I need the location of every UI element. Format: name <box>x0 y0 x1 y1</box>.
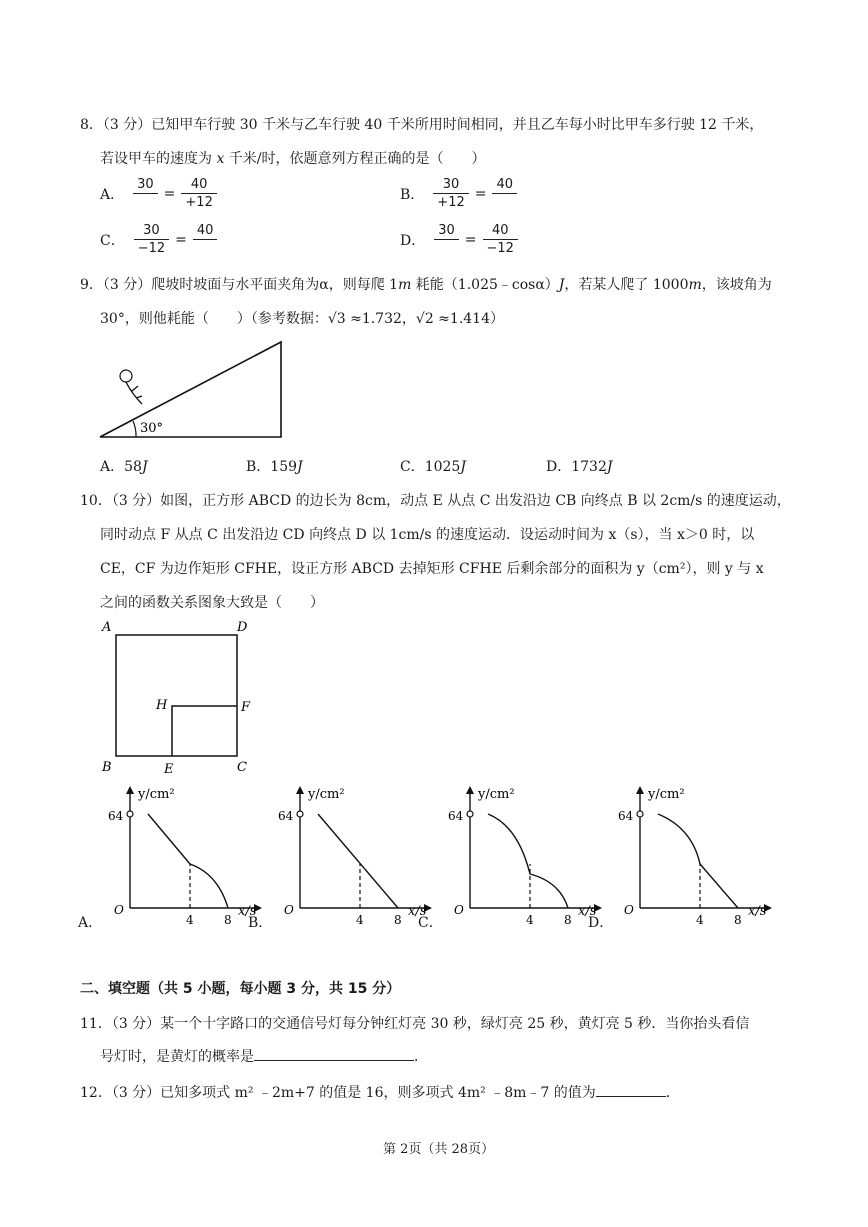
x-tick-8: 8 <box>564 913 572 927</box>
origin-label: O <box>454 903 464 917</box>
label-h: H <box>156 698 168 713</box>
q10-line2: 同时动点 F 从点 C 出发沿边 CD 向终点 D 以 1cm/s 的速度运动．设运动时间为 x（s），当 x＞0 时，以 <box>100 527 755 543</box>
x-tick-4: 4 <box>356 913 364 927</box>
q11-line2: 号灯时，是黄灯的概率是 ． <box>100 1046 428 1066</box>
label-c: C <box>237 760 247 775</box>
x-axis-label: x/s <box>408 904 427 919</box>
y-tick-64: 64 <box>108 809 124 823</box>
y-axis-arrow <box>636 786 644 794</box>
q10-line1: 10．（3 分）如图，正方形 ABCD 的边长为 8cm，动点 E 从点 C 出发沿边 CB 向终点 B 以 2cm/s 的速度运动， <box>80 493 791 509</box>
q8-option-d-label: D． <box>400 232 426 249</box>
y-tick-64: 64 <box>278 809 294 823</box>
y-axis-label: y/cm² <box>478 787 515 802</box>
q8-b-left-frac: $\frac{30}{+12}$ <box>433 176 468 211</box>
start-open-circle <box>637 811 643 817</box>
x-tick-8: 8 <box>224 913 232 927</box>
y-axis-arrow <box>296 786 304 794</box>
x-tick-8: 8 <box>394 913 402 927</box>
x-tick-4: 4 <box>186 913 194 927</box>
label-f: F <box>241 700 251 715</box>
q8-option-d[interactable]: D． 30 = $\frac{40}{-12}$ <box>400 222 521 257</box>
q8-option-c-label: C． <box>100 232 125 249</box>
start-open-circle <box>467 811 473 817</box>
graph-option-b-label: B． <box>248 915 273 931</box>
rectangle-cfhe <box>172 706 237 756</box>
q10-line4: 之间的函数关系图象大致是（ ） <box>100 595 324 611</box>
slope-triangle <box>100 342 281 437</box>
y-axis-arrow <box>466 786 474 794</box>
y-axis-label: y/cm² <box>648 787 685 802</box>
y-axis-arrow <box>126 786 134 794</box>
climber-head <box>120 370 132 382</box>
q12-answer-blank[interactable] <box>596 1082 666 1097</box>
graph-c-plot <box>440 782 610 932</box>
y-tick-64: 64 <box>618 809 634 823</box>
angle-arc <box>133 421 136 437</box>
x-axis-label: x/s <box>578 904 597 919</box>
graph-option-d-label: D． <box>588 915 614 931</box>
q9-option-a[interactable]: A．58J <box>100 459 148 475</box>
y-axis-label: y/cm² <box>138 787 175 802</box>
q9-line2: 30°，则他耗能（ ）（参考数据：√3 ≈1.732，√2 ≈1.414） <box>100 311 504 327</box>
q12-line: 12．（3 分）已知多项式 m² ﹣2m+7 的值是 16，则多项式 4m² ﹣8m﹣7 的值为 ． <box>80 1082 680 1102</box>
q8-b-right-frac: 40 <box>492 176 517 211</box>
origin-label: O <box>624 903 634 917</box>
label-b: B <box>102 760 112 775</box>
start-open-circle <box>297 811 303 817</box>
q8-c-right-frac: 40 <box>193 222 218 257</box>
q9-line1: 9．（3 分）爬坡时坡面与水平面夹角为α，则每爬 1m 耗能（1.025﹣cosα）J，若某人爬了 1000m，该坡角为 <box>80 277 772 293</box>
x-axis-label: x/s <box>238 904 257 919</box>
graph-curve <box>658 814 738 908</box>
q9-option-b[interactable]: B．159J <box>246 459 303 475</box>
x-tick-8: 8 <box>734 913 742 927</box>
q8-a-right-frac: $\frac{40}{+12}$ <box>181 176 216 211</box>
q8-option-a[interactable]: A． 30 = $\frac{40}{+12}$ <box>100 176 220 211</box>
q8-d-left-frac: 30 <box>434 222 459 257</box>
q10-line3: CE，CF 为边作矩形 CFHE，设正方形 ABCD 去掉矩形 CFHE 后剩余部分的面积为 y（cm²），则 y 与 x <box>100 561 764 577</box>
graph-option-c-label: C． <box>418 915 443 931</box>
x-tick-4: 4 <box>696 913 704 927</box>
q8-line1: 8．（3 分）已知甲车行驶 30 千米与乙车行驶 40 千米所用时间相同，并且乙车每小时比甲车多行驶 12 千米， <box>80 117 764 133</box>
q8-option-b-label: B． <box>400 186 425 203</box>
q8-line2-a: 若设甲车的速度为 <box>100 151 217 167</box>
graph-curve <box>318 814 398 908</box>
q8-line2-b: 千米/时，依题意列方程正确的是（ ） <box>224 151 486 167</box>
q11-line1: 11．（3 分）某一个十字路口的交通信号灯每分钟红灯亮 30 秒，绿灯亮 25 秒，黄灯亮 5 秒．当你抬头看信 <box>80 1016 750 1032</box>
square-figure <box>96 615 266 781</box>
q8-line2 <box>100 148 486 168</box>
graph-a-plot <box>100 782 273 932</box>
y-axis-label: y/cm² <box>308 787 345 802</box>
q8-c-left-frac: $\frac{30}{-12}$ <box>134 222 169 257</box>
graph-option-a-label: A． <box>78 915 103 931</box>
x-axis-label: x/s <box>748 904 767 919</box>
q8-d-right-frac: $\frac{40}{-12}$ <box>483 222 518 257</box>
q8-a-left-frac: 30 <box>133 176 158 211</box>
page-footer: 第 2页（共 28页） <box>383 1142 495 1157</box>
y-tick-64: 64 <box>448 809 464 823</box>
graph-curve <box>148 814 228 908</box>
q8-option-a-label: A． <box>100 186 125 203</box>
label-e: E <box>164 762 174 777</box>
q11-answer-blank[interactable] <box>254 1046 414 1061</box>
q9-option-c[interactable]: C．1025J <box>400 459 466 475</box>
graph-curve <box>488 814 568 908</box>
q8-var-x: x <box>216 151 225 167</box>
square-abcd <box>116 635 237 756</box>
start-open-circle <box>127 811 133 817</box>
q8-option-c[interactable]: C． $\frac{30}{-12}$ = 40 <box>100 222 220 257</box>
label-a: A <box>102 620 112 635</box>
graph-b-plot <box>270 782 440 932</box>
q8-option-b[interactable]: B． $\frac{30}{+12}$ = 40 <box>400 176 520 211</box>
origin-label: O <box>114 903 124 917</box>
origin-label: O <box>284 903 294 917</box>
q9-option-d[interactable]: D．1732J <box>546 459 613 475</box>
climber-body <box>126 382 142 404</box>
label-d: D <box>237 620 248 635</box>
section-2-title: 二、填空题（共 5 小题，每小题 3 分，共 15 分） <box>80 981 401 997</box>
slope-figure <box>96 338 286 440</box>
angle-label: 30° <box>140 421 164 436</box>
graph-d-plot <box>610 782 780 932</box>
x-tick-4: 4 <box>526 913 534 927</box>
